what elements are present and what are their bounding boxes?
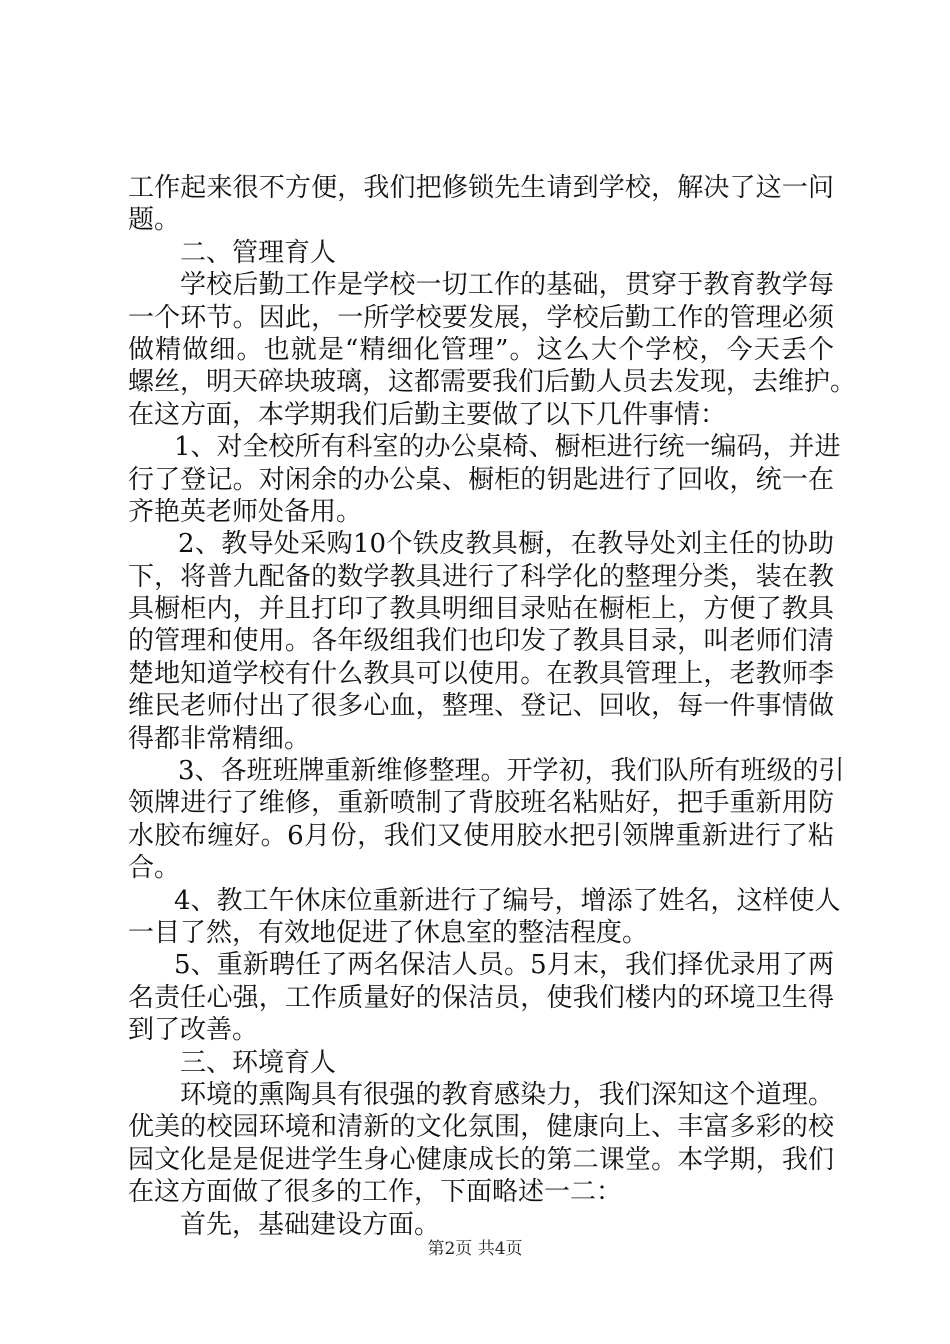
text-line: 工作起来很不方便，我们把修锁先生请到学校，解决了这一问	[128, 173, 834, 203]
text-line: 4、教工午休床位重新进行了编号，增添了姓名，这样使人	[174, 885, 841, 916]
text-line: 齐艳英老师处备用。	[128, 496, 363, 527]
text-line: 做精做细。也就是“精细化管理”。这么大个学校，今天丢个	[128, 334, 834, 365]
text-line: 一个环节。因此，一所学校要发展，学校后勤工作的管理必须	[128, 302, 834, 333]
text-line: 到了改善。	[128, 1015, 259, 1046]
text-line: 领牌进行了维修，重新喷制了背胶班名粘贴好，把手重新用防	[128, 788, 834, 819]
text-line: 5、重新聘任了两名保洁人员。5月末，我们择优录用了两	[174, 950, 834, 981]
text-line: 的管理和使用。各年级组我们也印发了教具目录，叫老师们清	[128, 626, 834, 657]
text-line: 在这方面做了很多的工作，下面略述一二：	[128, 1177, 623, 1208]
text-line: 合。	[128, 853, 181, 884]
text-line: 优美的校园环境和清新的文化氛围，健康向上、丰富多彩的校	[128, 1112, 834, 1143]
text-line: 首先，基础建设方面。	[180, 1209, 441, 1240]
text-line: 维民老师付出了很多心血，整理、登记、回收，每一件事情做	[128, 691, 834, 722]
text-line: 一目了然，有效地促进了休息室的整洁程度。	[128, 917, 649, 948]
text-line: 学校后勤工作是学校一切工作的基础，贯穿于教育教学每	[180, 270, 834, 301]
text-line: 环境的熏陶具有很强的教育感染力，我们深知这个道理。	[180, 1079, 834, 1110]
page-number-footer: 第2页 共4页	[427, 1239, 523, 1259]
section-heading: 三、环境育人	[180, 1047, 337, 1078]
text-line: 螺丝，明天碎块玻璃，这都需要我们后勤人员去发现，去维护。	[128, 367, 857, 398]
text-line: 下，将普九配备的数学教具进行了科学化的整理分类，装在教	[128, 561, 834, 592]
text-line: 在这方面，本学期我们后勤主要做了以下几件事情：	[128, 399, 727, 430]
text-line: 名责任心强，工作质量好的保洁员，使我们楼内的环境卫生得	[128, 982, 834, 1013]
text-line: 1、对全校所有科室的办公桌椅、橱柜进行统一编码，并进	[174, 432, 841, 463]
text-line: 2、教导处采购10个铁皮教具橱，在教导处刘主任的协助	[178, 529, 834, 560]
document-body	[128, 172, 857, 1241]
text-line: 园文化是是促进学生身心健康成长的第二课堂。本学期，我们	[128, 1144, 834, 1175]
text-line: 行了登记。对闲余的办公桌、橱柜的钥匙进行了回收，统一在	[128, 464, 834, 495]
text-line: 得都非常精细。	[128, 723, 311, 754]
text-line: 题。	[128, 205, 181, 236]
text-line: 3、各班班牌重新维修整理。开学初，我们队所有班级的引	[178, 756, 845, 787]
section-heading: 二、管理育人	[180, 237, 337, 268]
text-line: 具橱柜内，并且打印了教具明细目录贴在橱柜上，方便了教具	[128, 594, 834, 625]
text-line: 水胶布缠好。6月份，我们又使用胶水把引领牌重新进行了粘	[128, 820, 834, 851]
text-line: 楚地知道学校有什么教具可以使用。在教具管理上，老教师李	[128, 658, 834, 689]
